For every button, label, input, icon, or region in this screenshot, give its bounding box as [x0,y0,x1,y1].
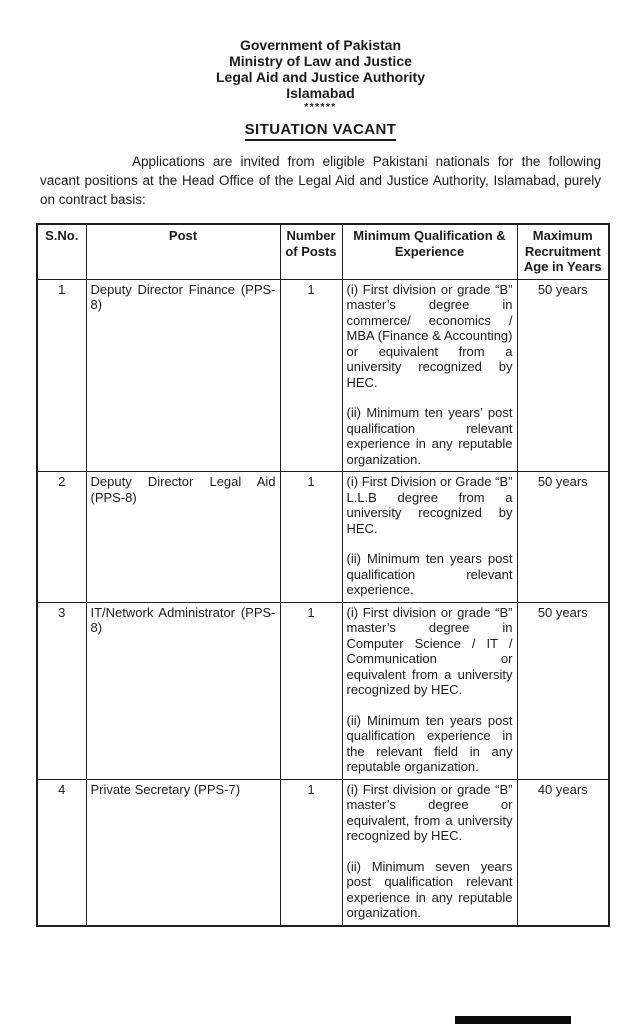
cell-qualification [342,779,517,926]
cell-sno: 3 [37,602,86,779]
cell-post: IT/Network Administrator (PPS-8) [86,602,280,779]
cell-num-posts: 1 [280,779,342,926]
col-header-max-age: Maximum Recruitment Age in Years [517,224,609,279]
table-row [37,602,609,779]
org-line-ministry: Ministry of Law and Justice [229,53,412,69]
cell-post: Deputy Director Legal Aid (PPS-8) [86,472,280,603]
vacancy-table [36,223,610,927]
cell-num-posts: 1 [280,472,342,603]
cell-qualification [342,602,517,779]
table-row [37,779,609,926]
cell-qualification [342,279,517,472]
intro-paragraph: Applications are invited from eligible Pakistani nationals for the following vacant positions at the Head Office of the Legal Aid and Justice Authority, Islamabad, purely on contract basis: [40,154,601,207]
notice-title-row [0,121,641,141]
cell-max-age: 50 years [517,472,609,603]
org-line-authority: Legal Aid and Justice Authority [216,69,425,85]
qualification-item-1: (i) First division or grade “B” master’s degree in Computer Science / IT / Communication or equivalent from a university recognized by HEC. [346,604,513,697]
col-header-qualification: Minimum Qualification & Experience [342,224,517,279]
col-header-num-posts: Number of Posts [280,224,342,279]
cell-max-age: 50 years [517,602,609,779]
cell-qualification [342,472,517,603]
qualification-item-1: (i) First Division or Grade “B” L.L.B degree from a university recognized by HEC. [346,474,513,536]
cell-num-posts: 1 [280,279,342,472]
cell-sno: 1 [37,279,86,472]
document-header [0,0,641,141]
org-line-city: Islamabad [286,85,355,101]
col-header-post: Post [86,224,280,279]
org-line-government: Government of Pakistan [239,37,402,53]
qualification-item-2: (ii) Minimum ten years post qualification relevant experience. [346,551,513,597]
cell-num-posts: 1 [280,602,342,779]
table-header-row [37,224,609,279]
qualification-item-1: (i) First division or grade “B” master’s degree or equivalent, from a university recognized by HEC. [346,781,513,843]
cell-max-age: 40 years [517,779,609,926]
redaction-bar [455,1016,571,1024]
qualification-item-2: (ii) Minimum seven years post qualification relevant experience in any reputable organization. [346,858,513,920]
notice-title: SITUATION VACANT [245,121,397,141]
qualification-item-2: (ii) Minimum ten years’ post qualification relevant experience in any reputable organization. [346,405,513,467]
qualification-item-2: (ii) Minimum ten years post qualification experience in the relevant field in any reputable organization. [346,712,513,774]
cell-post: Private Secretary (PPS-7) [86,779,280,926]
cell-post: Deputy Director Finance (PPS-8) [86,279,280,472]
cell-sno: 4 [37,779,86,926]
cell-max-age: 50 years [517,279,609,472]
qualification-item-1: (i) First division or grade “B” master’s degree in commerce/ economics / MBA (Finance & Accounting) or equivalent from a university recognized by HEC. [346,281,513,390]
cell-sno: 2 [37,472,86,603]
col-header-sno: S.No. [37,224,86,279]
table-row [37,279,609,472]
table-row [37,472,609,603]
separator-stars: ****** [304,102,337,113]
